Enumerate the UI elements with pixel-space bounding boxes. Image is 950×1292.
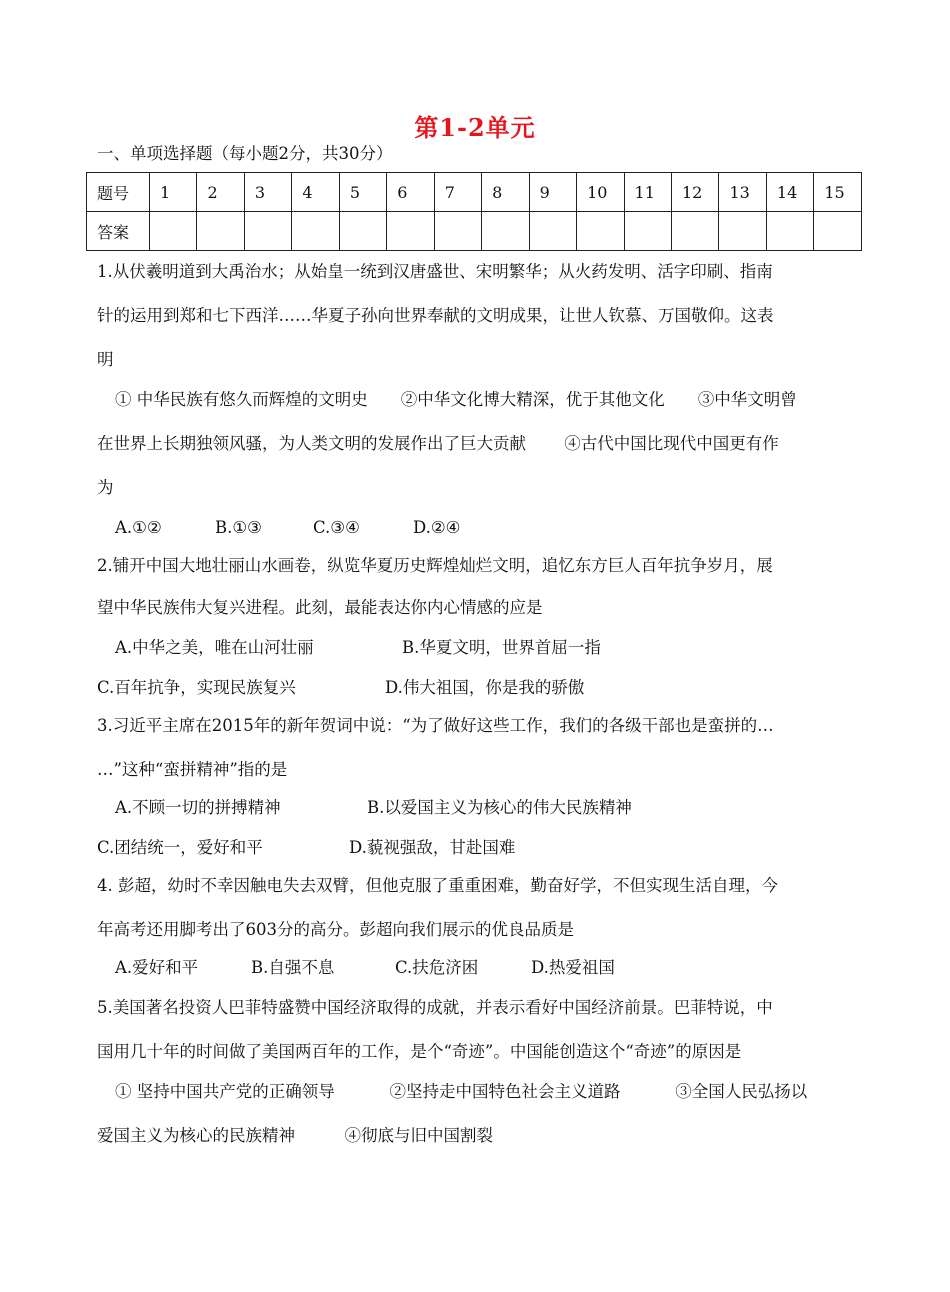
q1-line-5: 在世界上长期独领风骚，为人类文明的发展作出了巨大贡献 ④古代中国比现代中国更有作 xyxy=(97,434,779,453)
q3-options-row-2 xyxy=(97,838,515,858)
q2-options-row-1 xyxy=(115,638,601,658)
number-cell: 1 xyxy=(150,173,197,212)
answer-cell[interactable] xyxy=(577,212,624,251)
q2-line-2: 望中华民族伟大复兴进程。此刻，最能表达你内心情感的应是 xyxy=(97,598,543,617)
page-title: 第1-2单元 xyxy=(414,113,536,142)
q3-option-d[interactable]: D.藐视强敌，甘赴国难 xyxy=(349,838,516,857)
answer-cell[interactable] xyxy=(150,212,197,251)
answer-cell[interactable] xyxy=(387,212,434,251)
answer-cell[interactable] xyxy=(339,212,386,251)
answer-cell[interactable] xyxy=(624,212,671,251)
answer-cell[interactable] xyxy=(766,212,813,251)
q2-option-b[interactable]: B.华夏文明，世界首屈一指 xyxy=(402,638,601,657)
q3-option-c[interactable]: C.团结统一，爱好和平 xyxy=(97,838,263,857)
q1-line-3: 明 xyxy=(97,350,114,369)
number-cell: 8 xyxy=(482,173,529,212)
number-cell: 9 xyxy=(529,173,576,212)
number-cell: 6 xyxy=(387,173,434,212)
answer-cell[interactable] xyxy=(244,212,291,251)
number-cell: 7 xyxy=(434,173,481,212)
number-cell: 10 xyxy=(577,173,624,212)
number-cell: 14 xyxy=(766,173,813,212)
q1-option-d[interactable]: D.②④ xyxy=(413,518,461,537)
q3-option-b[interactable]: B.以爱国主义为核心的伟大民族精神 xyxy=(367,798,632,817)
number-cell: 5 xyxy=(339,173,386,212)
q5-line-1: 5.美国著名投资人巴菲特盛赞中国经济取得的成就，并表示看好中国经济前景。巴菲特说，中 xyxy=(97,998,773,1017)
answer-cell[interactable] xyxy=(719,212,766,251)
q3-options-row-1 xyxy=(115,798,632,818)
q3-line-2: …”这种“蛮拼精神”指的是 xyxy=(97,760,288,779)
row-label-answer: 答案 xyxy=(87,212,150,251)
q5-line-3: ① 坚持中国共产党的正确领导 ②坚持走中国特色社会主义道路 ③全国人民弘扬以 xyxy=(115,1082,808,1101)
q4-option-d[interactable]: D.热爱祖国 xyxy=(531,958,615,977)
table-row-answers xyxy=(87,212,862,251)
number-cell: 3 xyxy=(244,173,291,212)
q4-line-2: 年高考还用脚考出了603分的高分。彭超向我们展示的优良品质是 xyxy=(97,920,574,939)
number-cell: 15 xyxy=(814,173,862,212)
row-label-number: 题号 xyxy=(87,173,150,212)
q4-option-a[interactable]: A.爱好和平 xyxy=(115,958,199,977)
q2-option-a[interactable]: A.中华之美，唯在山河壮丽 xyxy=(115,638,314,657)
number-cell: 12 xyxy=(671,173,718,212)
q1-option-b[interactable]: B.①③ xyxy=(215,518,262,537)
q1-options xyxy=(115,518,460,538)
number-cell: 4 xyxy=(292,173,339,212)
section-heading: 一、单项选择题（每小题2分，共30分） xyxy=(97,144,393,163)
answer-cell[interactable] xyxy=(197,212,244,251)
answer-cell[interactable] xyxy=(434,212,481,251)
q1-line-2: 针的运用到郑和七下西洋……华夏子孙向世界奉献的文明成果，让世人钦慕、万国敬仰。这表 xyxy=(97,306,774,325)
q2-line-1: 2.铺开中国大地壮丽山水画卷，纵览华夏历史辉煌灿烂文明，追忆东方巨人百年抗争岁月，展 xyxy=(97,556,773,575)
q5-line-4: 爱国主义为核心的民族精神 ④彻底与旧中国割裂 xyxy=(97,1126,493,1145)
q4-options xyxy=(115,958,615,978)
q3-option-a[interactable]: A.不顾一切的拼搏精神 xyxy=(115,798,281,817)
answer-cell[interactable] xyxy=(482,212,529,251)
answer-cell[interactable] xyxy=(671,212,718,251)
q4-option-c[interactable]: C.扶危济困 xyxy=(395,958,479,977)
answer-cell[interactable] xyxy=(529,212,576,251)
q1-line-4: ① 中华民族有悠久而辉煌的文明史 ②中华文化博大精深，优于其他文化 ③中华文明曾 xyxy=(115,390,797,409)
q4-line-1: 4. 彭超，幼时不幸因触电失去双臂，但他克服了重重困难，勤奋好学，不但实现生活自理，今 xyxy=(97,876,778,895)
q1-option-c[interactable]: C.③④ xyxy=(313,518,360,537)
q2-option-d[interactable]: D.伟大祖国，你是我的骄傲 xyxy=(385,678,585,697)
answer-cell[interactable] xyxy=(814,212,862,251)
answer-cell[interactable] xyxy=(292,212,339,251)
q1-line-6: 为 xyxy=(97,478,114,497)
q2-option-c[interactable]: C.百年抗争，实现民族复兴 xyxy=(97,678,296,697)
q5-line-2: 国用几十年的时间做了美国两百年的工作，是个“奇迹”。中国能创造这个“奇迹”的原因是 xyxy=(97,1042,742,1061)
number-cell: 11 xyxy=(624,173,671,212)
table-row-numbers xyxy=(87,173,862,212)
q2-options-row-2 xyxy=(97,678,584,698)
number-cell: 2 xyxy=(197,173,244,212)
q1-option-a[interactable]: A.①② xyxy=(115,518,162,537)
number-cell: 13 xyxy=(719,173,766,212)
q1-line-1: 1.从伏羲明道到大禹治水；从始皇一统到汉唐盛世、宋明繁华；从火药发明、活字印刷、指南 xyxy=(97,262,773,281)
answer-table xyxy=(86,172,862,251)
q4-option-b[interactable]: B.自强不息 xyxy=(251,958,335,977)
q3-line-1: 3.习近平主席在2015年的新年贺词中说：“为了做好这些工作，我们的各级干部也是蛮拼的… xyxy=(97,716,774,735)
